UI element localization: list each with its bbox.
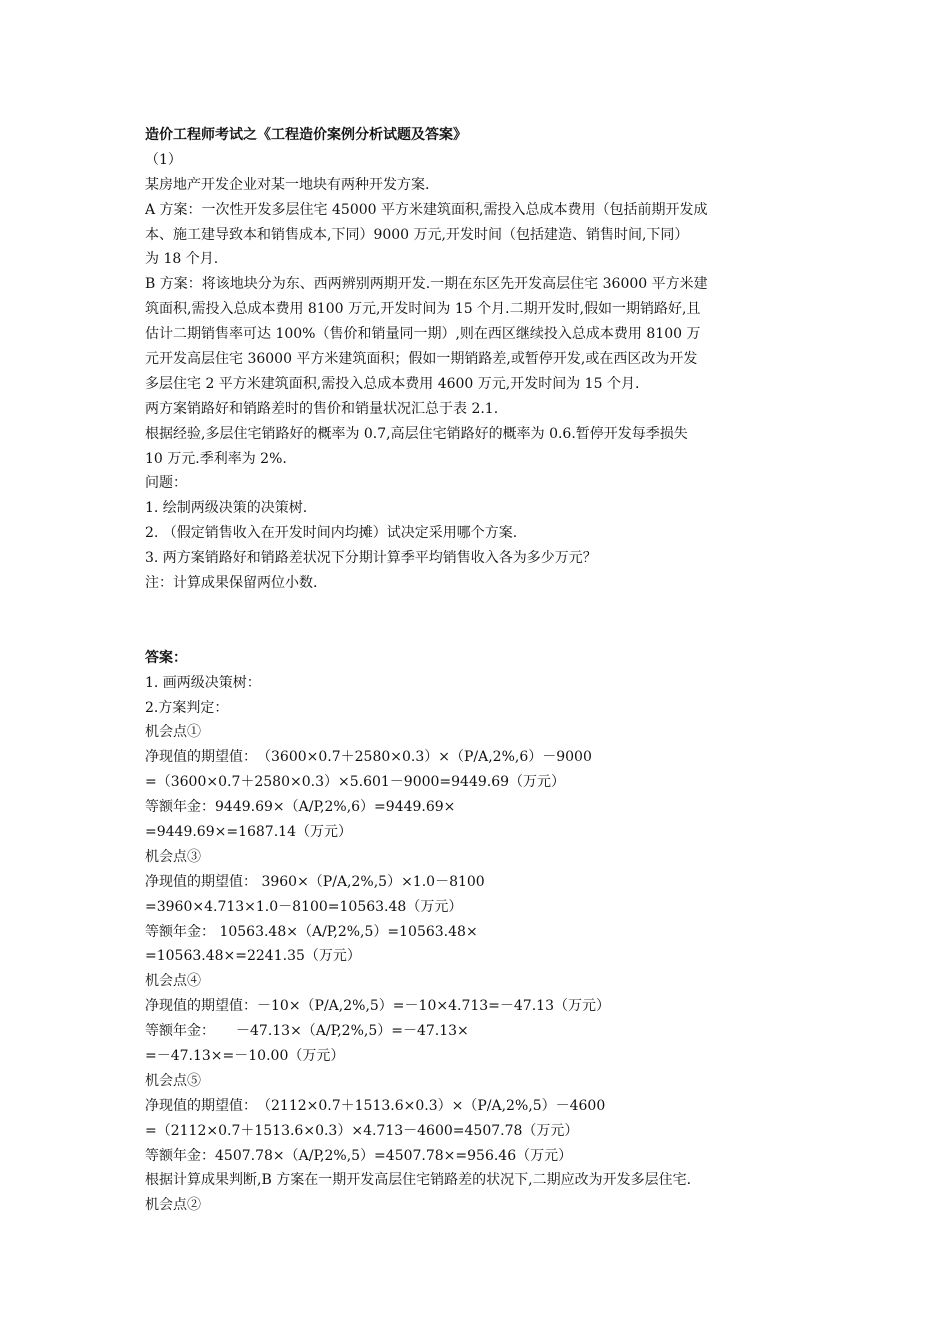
- question-line: 为 18 个月.: [145, 251, 219, 268]
- answer-block: [145, 671, 815, 1219]
- answer-line: 机会点①: [145, 724, 201, 741]
- question-block: [145, 173, 815, 596]
- question-line: 3. 两方案销路好和销路差状况下分期计算季平均销售收入各为多少万元？: [145, 550, 597, 567]
- document-body: [145, 123, 815, 1218]
- answer-line: 净现值的期望值：－10×（P/A,2%,5）=－10×4.713=－47.13（万元）: [145, 998, 610, 1015]
- answer-line: 根据计算成果判断,B 方案在一期开发高层住宅销路差的状况下,二期应改为开发多层住宅.: [145, 1172, 692, 1189]
- answer-line: =－47.13×=－10.00（万元）: [145, 1047, 345, 1064]
- section-spacer: [145, 596, 815, 646]
- question-line: 多层住宅 2 平方米建筑面积,需投入总成本费用 4600 万元,开发时间为 15 个月.: [145, 375, 640, 392]
- question-line: 2. （假定销售收入在开发时间内均摊）试决定采用哪个方案.: [145, 525, 518, 542]
- answer-heading: 答案：: [145, 649, 187, 666]
- question-line: 10 万元.季利率为 2%.: [145, 450, 287, 467]
- question-line: 两方案销路好和销路差时的售价和销量状况汇总于表 2.1.: [145, 400, 499, 417]
- answer-line: 净现值的期望值： （2112×0.7＋1513.6×0.3）×（P/A,2%,5）－4600: [145, 1097, 606, 1114]
- answer-line: 机会点②: [145, 1197, 201, 1214]
- answer-line: =10563.48×=2241.35（万元）: [145, 948, 361, 965]
- answer-line: 2.方案判定：: [145, 699, 229, 716]
- answer-line: =（3600×0.7＋2580×0.3）×5.601－9000=9449.69（万元）: [145, 774, 566, 791]
- answer-line: 机会点⑤: [145, 1072, 201, 1089]
- answer-line: 机会点③: [145, 848, 201, 865]
- question-line: 某房地产开发企业对某一地块有两种开发方案.: [145, 176, 430, 193]
- answer-line: =（2112×0.7＋1513.6×0.3）×4.713－4600=4507.78（万元）: [145, 1122, 579, 1139]
- answer-line: 净现值的期望值： 3960×（P/A,2%,5）×1.0－8100: [145, 873, 485, 890]
- answer-line: 净现值的期望值： （3600×0.7＋2580×0.3）×（P/A,2%,6）－9000: [145, 749, 592, 766]
- question-line: B 方案：将该地块分为东、西两辨别两期开发.一期在东区先开发高层住宅 36000 平方米建: [145, 276, 708, 293]
- answer-line: 机会点④: [145, 973, 201, 990]
- answer-line: 等额年金：9449.69×（A/P,2%,6）=9449.69×: [145, 799, 456, 816]
- question-line: 问题：: [145, 475, 187, 492]
- question-line: 根据经验,多层住宅销路好的概率为 0.7,高层住宅销路好的概率为 0.6.暂停开发每季损失: [145, 425, 688, 442]
- document-title: 造价工程师考试之《工程造价案例分析试题及答案》: [145, 127, 467, 143]
- question-line: A 方案：一次性开发多层住宅 45000 平方米建筑面积,需投入总成本费用（包括前期开发成: [145, 201, 708, 218]
- answer-line: 1. 画两级决策树：: [145, 674, 261, 691]
- question-line: 1. 绘制两级决策的决策树.: [145, 500, 308, 517]
- question-line: 估计二期销售率可达 100%（售价和销量同一期）,则在西区继续投入总成本费用 8100 万: [145, 326, 701, 343]
- answer-line: =9449.69×=1687.14（万元）: [145, 823, 352, 840]
- question-line: 本、施工建导致本和销售成本,下同）9000 万元,开发时间（包括建造、销售时间,下同）: [145, 226, 689, 243]
- answer-line: =3960×4.713×1.0－8100=10563.48（万元）: [145, 898, 463, 915]
- question-line: 注：计算成果保留两位小数.: [145, 575, 318, 592]
- question-line: 元开发高层住宅 36000 平方米建筑面积；假如一期销路差,或暂停开发,或在西区改为开发: [145, 351, 698, 368]
- answer-line: 等额年金： 10563.48×（A/P,2%,5）=10563.48×: [145, 923, 478, 940]
- question-line: 筑面积,需投入总成本费用 8100 万元,开发时间为 15 个月.二期开发时,假如一期销路好,且: [145, 301, 701, 318]
- answer-line: 等额年金： －47.13×（A/P,2%,5）=－47.13×: [145, 1023, 469, 1040]
- answer-line: 等额年金：4507.78×（A/P,2%,5）=4507.78×=956.46（万元）: [145, 1147, 573, 1164]
- section-number: （1）: [145, 151, 182, 168]
